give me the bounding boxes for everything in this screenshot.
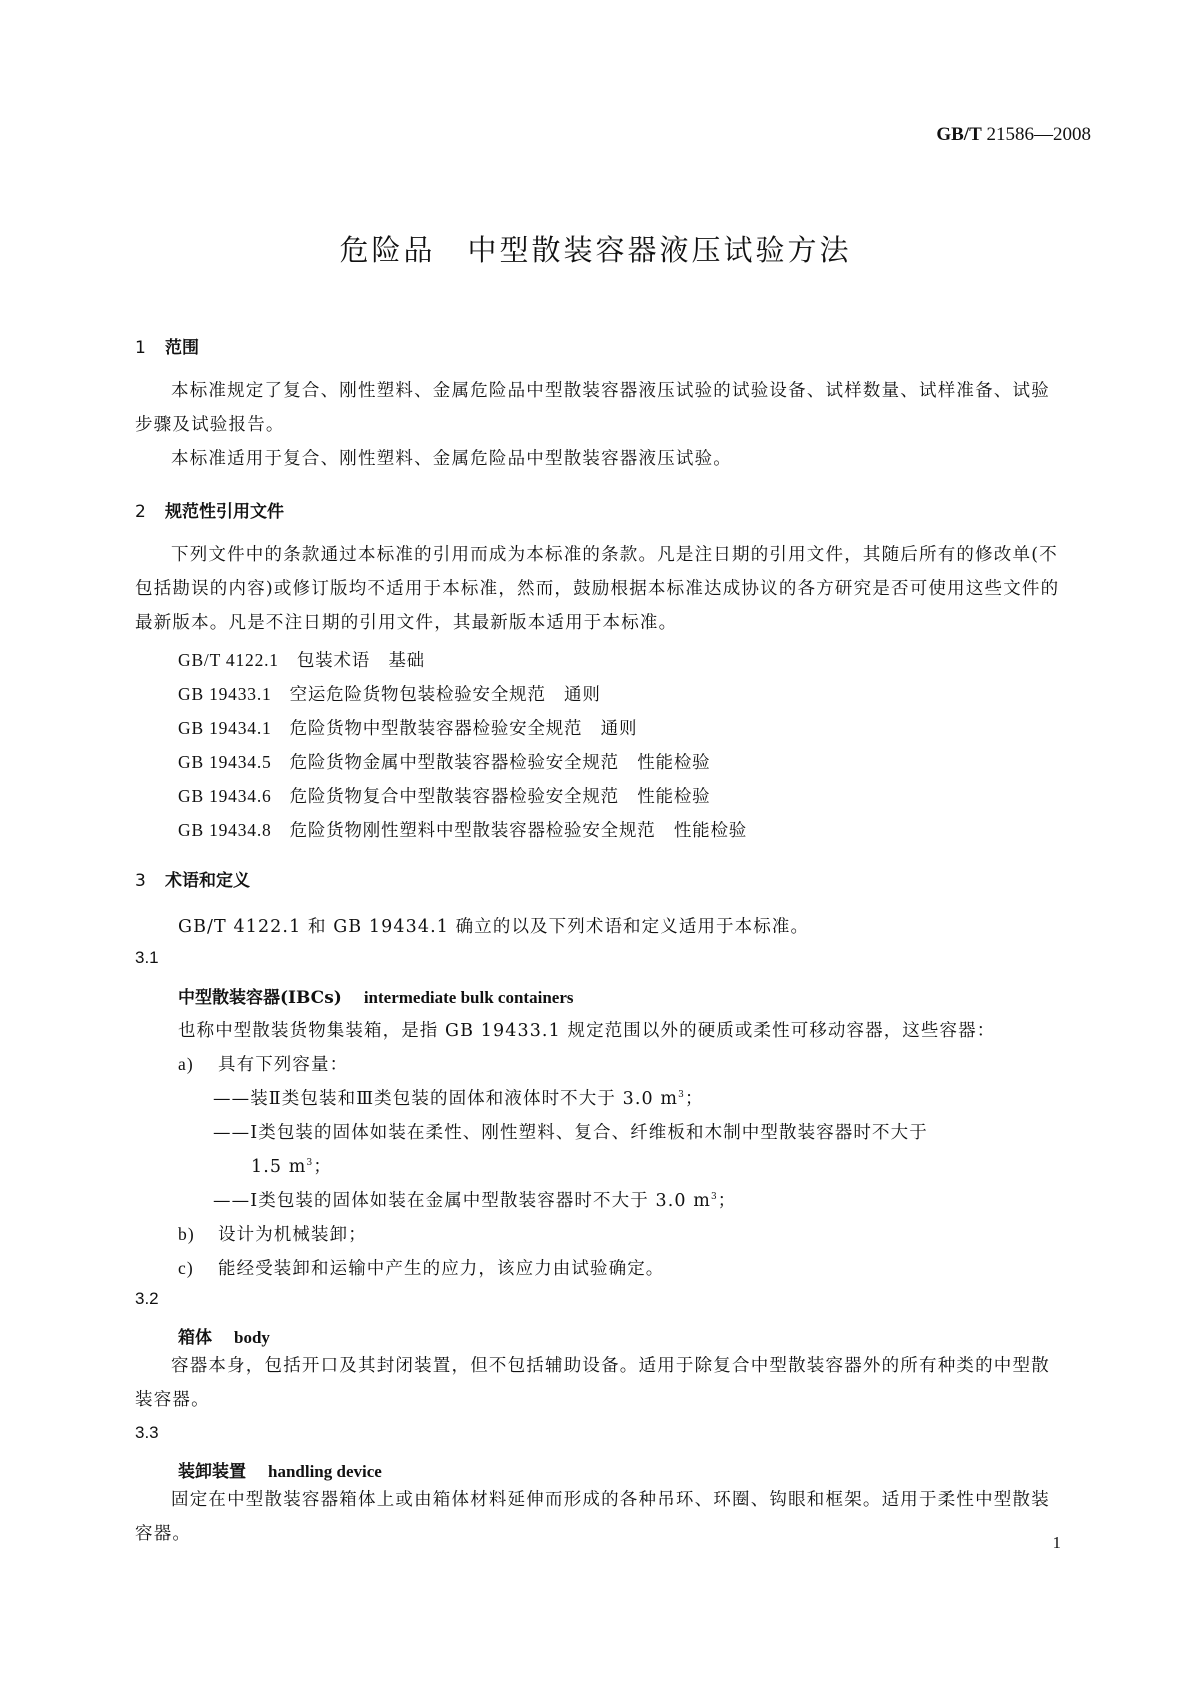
list-text: 设计为机械装卸；	[218, 1225, 367, 1245]
term-definition: 固定在中型散装容器箱体上或由箱体材料延伸而形成的各种吊环、环圈、钩眼和框架。适用于柔性中型散装容器。	[135, 1490, 1050, 1544]
dash-end: ；	[313, 1157, 332, 1177]
term-number: 3.1	[135, 948, 159, 967]
page-number: 1	[1052, 1533, 1061, 1552]
list-marker: a)	[178, 1054, 194, 1074]
term-heading	[178, 1457, 382, 1482]
term-zh: 箱体	[178, 1328, 212, 1348]
dash-text: 1.5 m	[251, 1157, 307, 1177]
reference-code: GB 19434.8	[178, 820, 272, 840]
reference-title: 危险货物复合中型散装容器检验安全规范 性能检验	[289, 787, 711, 807]
superscript: 3	[710, 1192, 718, 1203]
term-definition: 容器本身，包括开口及其封闭装置，但不包括辅助设备。适用于除复合中型散装容器外的所有种类的中型散装容器。	[135, 1356, 1050, 1410]
reference-title: 危险货物金属中型散装容器检验安全规范 性能检验	[289, 753, 711, 773]
section-title: 规范性引用文件	[165, 502, 284, 522]
dash-end: ；	[684, 1089, 704, 1109]
reference-code: GB/T 4122.1	[178, 650, 279, 670]
section-number: 1	[135, 338, 146, 358]
reference-code: GB 19434.5	[178, 752, 272, 772]
dash-text: ——Ⅰ类包装的固体如装在柔性、刚性塑料、复合、纤维板和木制中型散装容器时不大于	[213, 1123, 928, 1143]
superscript: 3	[306, 1158, 314, 1169]
section-2-heading	[135, 497, 284, 522]
list-item	[178, 1051, 348, 1076]
list-marker: c)	[178, 1258, 194, 1278]
term-heading	[178, 1323, 270, 1348]
term-zh: 装卸装置	[178, 1462, 246, 1482]
section-1-paragraph-2: 本标准适用于复合、刚性塑料、金属危险品中型散装容器液压试验。	[171, 449, 732, 469]
list-text: 具有下列容量：	[218, 1055, 349, 1075]
reference-item	[178, 715, 637, 740]
superscript: 3	[678, 1090, 685, 1101]
dash-text: ——装Ⅱ类包装和Ⅲ类包装的固体和液体时不大于 3.0 m	[213, 1089, 679, 1109]
reference-code: GB 19434.6	[178, 786, 272, 806]
section-title: 术语和定义	[165, 871, 250, 891]
reference-item	[178, 817, 747, 842]
section-number: 3	[135, 871, 146, 891]
dash-item	[213, 1085, 704, 1110]
section-1-paragraph-1: 本标准规定了复合、刚性塑料、金属危险品中型散装容器液压试验的试验设备、试样数量、试样准备、试验步骤及试验报告。	[135, 381, 1050, 435]
reference-item	[178, 681, 601, 706]
standard-code-prefix: GB/T	[936, 124, 982, 145]
reference-title: 包装术语 基础	[296, 651, 425, 671]
section-3-heading	[135, 866, 250, 891]
dash-item	[213, 1119, 928, 1144]
reference-code: GB 19434.1	[178, 718, 272, 738]
document-title: 危险品 中型散装容器液压试验方法	[339, 233, 852, 267]
section-1-heading	[135, 333, 199, 358]
dash-text: ——Ⅰ类包装的固体如装在金属中型散装容器时不大于 3.0 m	[213, 1191, 711, 1211]
section-2-paragraph: 下列文件中的条款通过本标准的引用而成为本标准的条款。凡是注日期的引用文件，其随后所有的修改单(不包括勘误的内容)或修订版均不适用于本标准，然而，鼓励根据本标准达成协议的各方研究是否可使用这些文件的最新版本。凡是不注日期的引用文件，其最新版本适用于本标准。	[135, 545, 1060, 633]
dash-end: ；	[717, 1191, 737, 1211]
section-3-intro: GB/T 4122.1 和 GB 19434.1 确立的以及下列术语和定义适用于本标准。	[178, 917, 810, 937]
list-marker: b)	[178, 1224, 195, 1244]
list-text: 能经受装卸和运输中产生的应力，该应力由试验确定。	[218, 1259, 665, 1279]
term-en: body	[234, 1328, 270, 1347]
section-title: 范围	[165, 338, 199, 358]
section-number: 2	[135, 502, 146, 522]
term-en: intermediate bulk containers	[363, 988, 574, 1007]
standard-code-number: 21586—2008	[986, 124, 1091, 145]
dash-item	[213, 1187, 736, 1212]
term-en: handling device	[268, 1462, 382, 1481]
reference-title: 危险货物刚性塑料中型散装容器检验安全规范 性能检验	[289, 821, 748, 841]
reference-item	[178, 749, 710, 774]
reference-item	[178, 783, 710, 808]
term-heading	[178, 983, 573, 1008]
term-definition: 也称中型散装货物集装箱，是指 GB 19433.1 规定范围以外的硬质或柔性可移动容器，这些容器：	[178, 1021, 996, 1041]
list-item	[178, 1255, 664, 1280]
term-number: 3.3	[135, 1423, 159, 1442]
reference-title: 危险货物中型散装容器检验安全规范 通则	[289, 719, 638, 739]
dash-item-continuation	[251, 1153, 332, 1178]
term-number: 3.2	[135, 1289, 159, 1308]
reference-title: 空运危险货物包装检验安全规范 通则	[289, 685, 601, 705]
standard-code	[936, 124, 1091, 146]
term-zh: 中型散装容器(IBCs)	[178, 988, 342, 1008]
reference-code: GB 19433.1	[178, 684, 272, 704]
reference-item	[178, 647, 425, 672]
list-item	[178, 1221, 367, 1246]
